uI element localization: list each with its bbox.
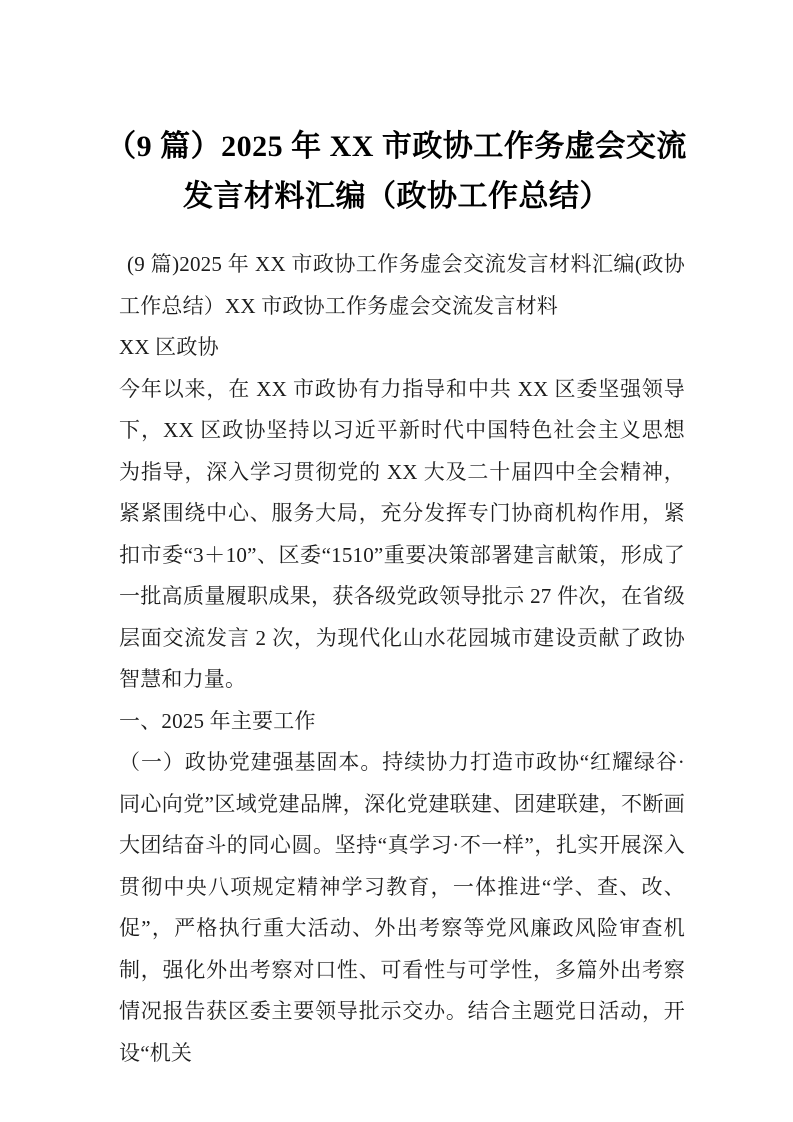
document-title-line-2: 发言材料汇编（政协工作总结） <box>183 180 610 213</box>
paragraph: 一、2025 年主要工作 <box>119 708 316 733</box>
paragraph: （一）政协党建强基固本。持续协力打造市政协“红耀绿谷·同心向党”区域党建品牌，深化党建联建、团建联建，不断画大团结奋斗的同心圆。坚持“真学习·不一样”，扎实开展深入贯彻中央八项规定精神学习教育，一体推进“学、查、改、促”，严格执行重大活动、外出考察等党风廉政风险审查机制，强化外出考察对口性、可看性与可学性，多篇外出考察情况报告获区委主要领导批示交办。结合主题党日活动，开设“机关 <box>119 750 685 1065</box>
paragraph: XX 区政协 <box>119 335 219 359</box>
document-body <box>119 244 685 1074</box>
document-title <box>58 122 735 222</box>
paragraph: (9 篇)2025 年 XX 市政协工作务虚会交流发言材料汇编(政协工作总结）XX 市政协工作务虚会交流发言材料 <box>119 252 685 318</box>
document-title-line-1: （9 篇）2025 年 XX 市政协工作务虚会交流 <box>106 130 687 163</box>
paragraph: 今年以来，在 XX 市政协有力指导和中共 XX 区委坚强领导下，XX 区政协坚持以习近平新时代中国特色社会主义思想为指导，深入学习贯彻党的 XX 大及二十届四中全会精神，紧紧围绕中心、服务大局，充分发挥专门协商机构作用，紧扣市委“3＋10”、区委“1510”重要决策部署建言献策，形成了一批高质量履职成果，获各级党政领导批示 27 件次，在省级层面交流发言 2 次，为现代化山水花园城市建设贡献了政协智慧和力量。 <box>119 376 685 691</box>
